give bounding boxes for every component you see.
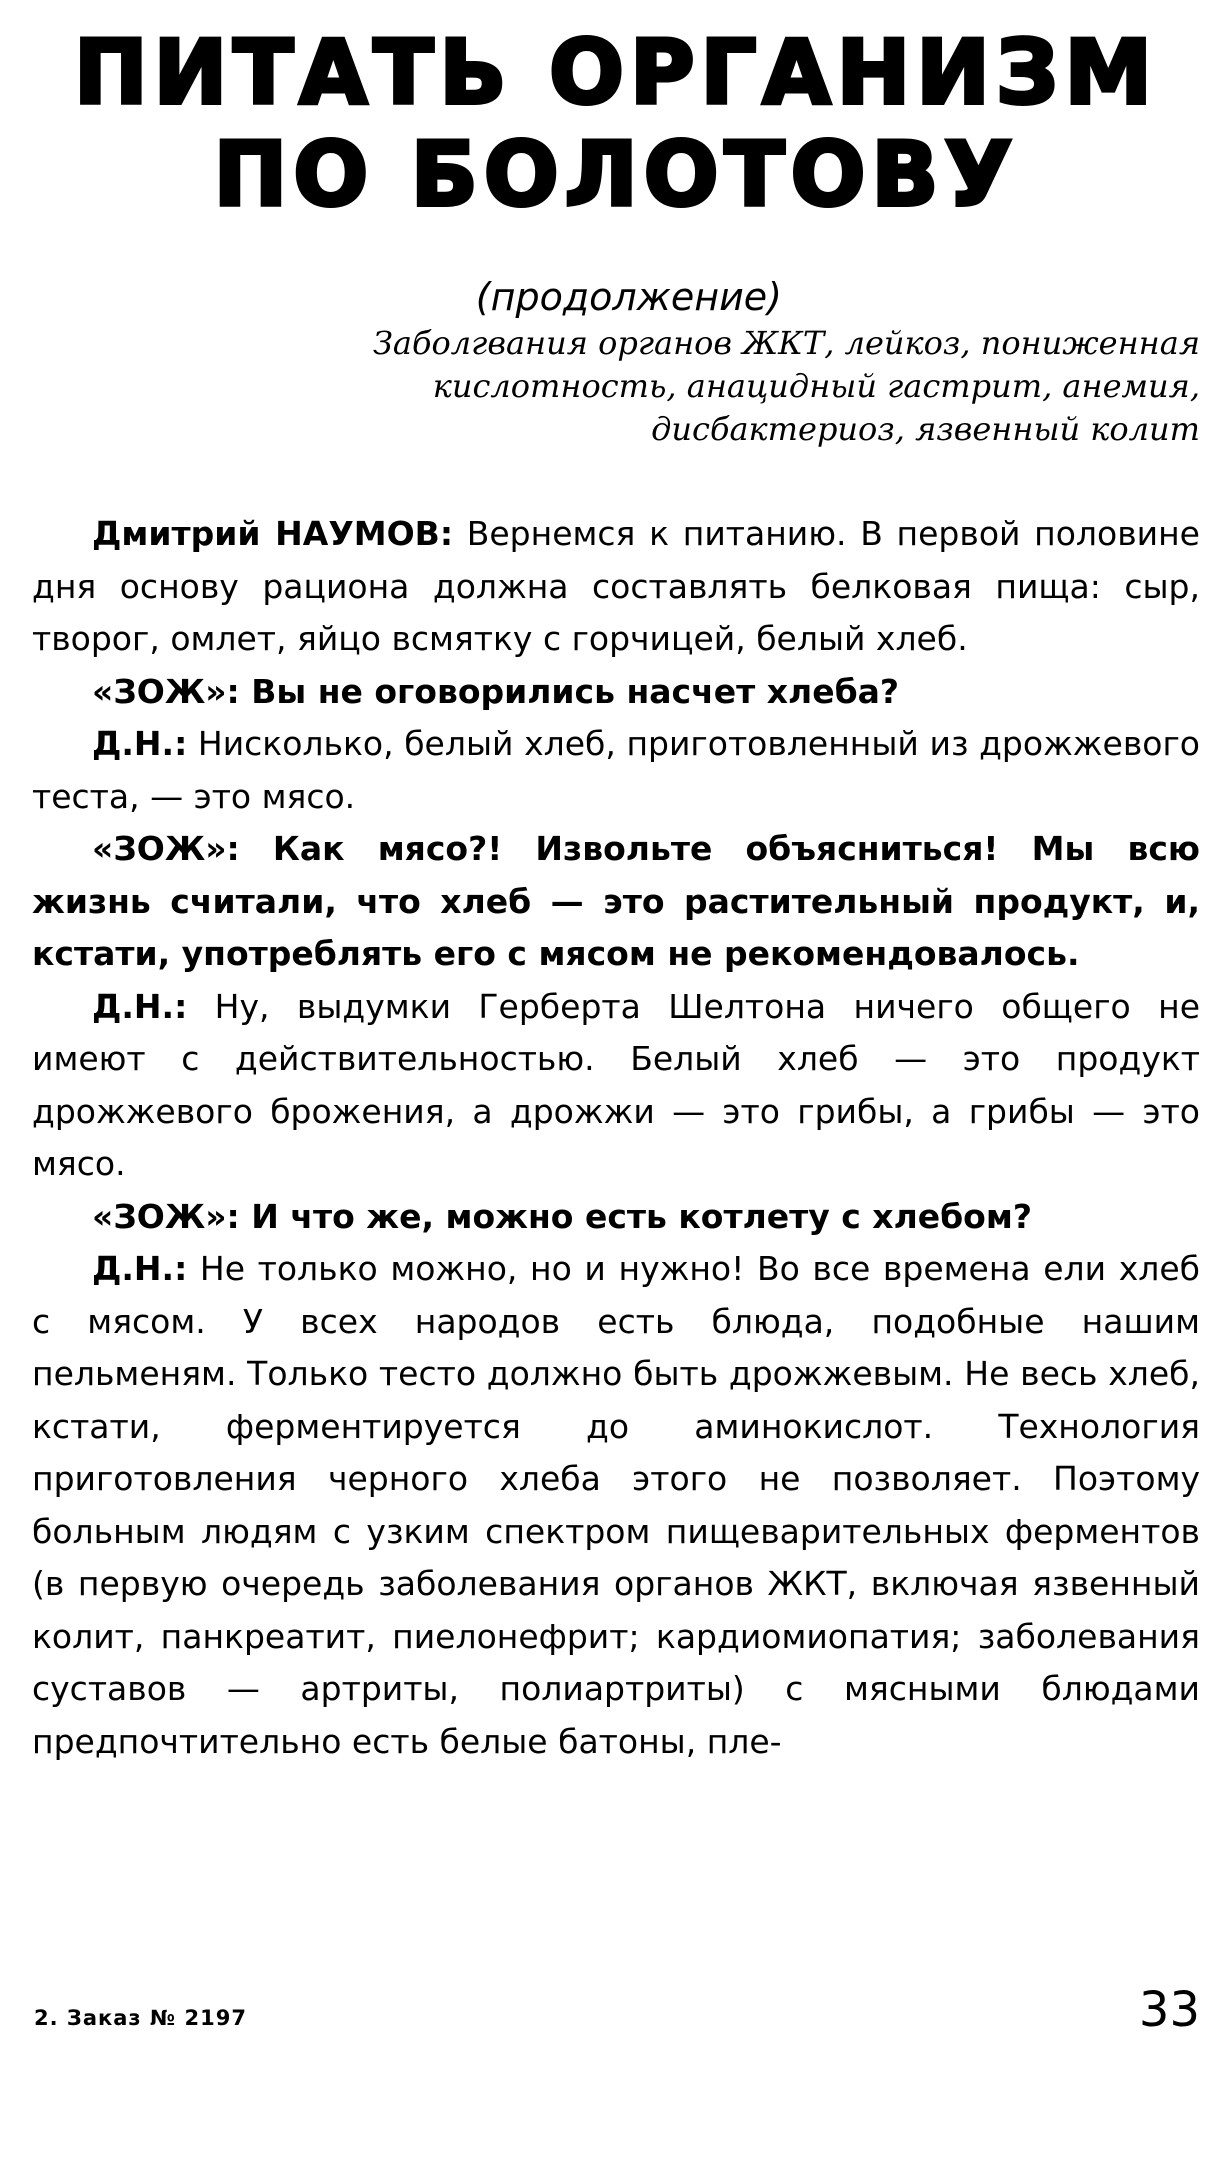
print-order-note: 2. Заказ № 2197 (34, 2006, 247, 2030)
subtitle-block (340, 272, 1200, 451)
title-line-1: ПИТАТЬ ОРГАНИЗМ (73, 21, 1159, 124)
speaker-name: Дмитрий НАУМОВ: (92, 514, 454, 553)
subtitle-line-3: дисбактериоз, язвенный колит (651, 410, 1200, 448)
title-line-2: ПО БОЛОТОВУ (213, 123, 1019, 226)
continuation-label: (продолжение) (475, 275, 782, 319)
speaker-name: Д.Н.: (92, 724, 188, 763)
article-title (0, 22, 1232, 226)
question-paragraph: «ЗОЖ»: Вы не оговорились насчет хлеба? (92, 671, 900, 711)
answer-text: Не только можно, но и нужно! Во все времена ели хлеб с мясом. У всех народов есть блюда, подобные нашим пельменям. Только тесто должно быть дрожжевым. Не весь хлеб, кстати, ферментируется до аминокислот. Технология приготовления черного хлеба этого не позволяет. Поэтому больным людям с узким спектром пищеварительных ферментов (в первую очередь заболевания органов ЖКТ, включая язвенный колит, панкреатит, пиелонефрит; кардиомиопатия; заболевания суставов — артриты, полиартриты) с мясными блюдами предпочтительно есть белые батоны, пле- (32, 1249, 1200, 1761)
answer-paragraph (32, 1243, 1200, 1768)
answer-text: Ну, выдумки Герберта Шелтона ничего общего не имеют с действительностью. Белый хлеб — это продукт дрожжевого брожения, а дрожжи — это грибы, а грибы — это мясо. (32, 986, 1200, 1183)
speaker-name: Д.Н.: (92, 1249, 188, 1288)
page-number: 33 (1138, 1982, 1200, 2038)
subtitle-line-2: кислотность, анацидный гастрит, анемия, (432, 367, 1200, 405)
subtitle-line-1: Заболгвания органов ЖКТ, лейкоз, пониженная (372, 324, 1200, 362)
article-body (32, 508, 1200, 1768)
answer-text: Вернемся к питанию. В первой половине дня основу рациона должна составлять белковая пища: сыр, творог, омлет, яйцо всмятку с горчицей, белый хлеб. (32, 514, 1200, 658)
answer-text: Нисколько, белый хлеб, приготовленный из дрожжевого теста, — это мясо. (32, 724, 1200, 816)
speaker-name: Д.Н.: (92, 986, 188, 1026)
question-paragraph: «ЗОЖ»: Как мясо?! Извольте объясниться! Мы всю жизнь считали, что хлеб — это растительный продукт, и, кстати, употреблять его с мясом не рекомендовалось. (32, 829, 1200, 973)
answer-paragraph (32, 981, 1200, 1191)
answer-paragraph (32, 508, 1200, 666)
answer-paragraph (32, 718, 1200, 823)
question-paragraph: «ЗОЖ»: И что же, можно есть котлету с хлебом? (92, 1196, 1032, 1236)
